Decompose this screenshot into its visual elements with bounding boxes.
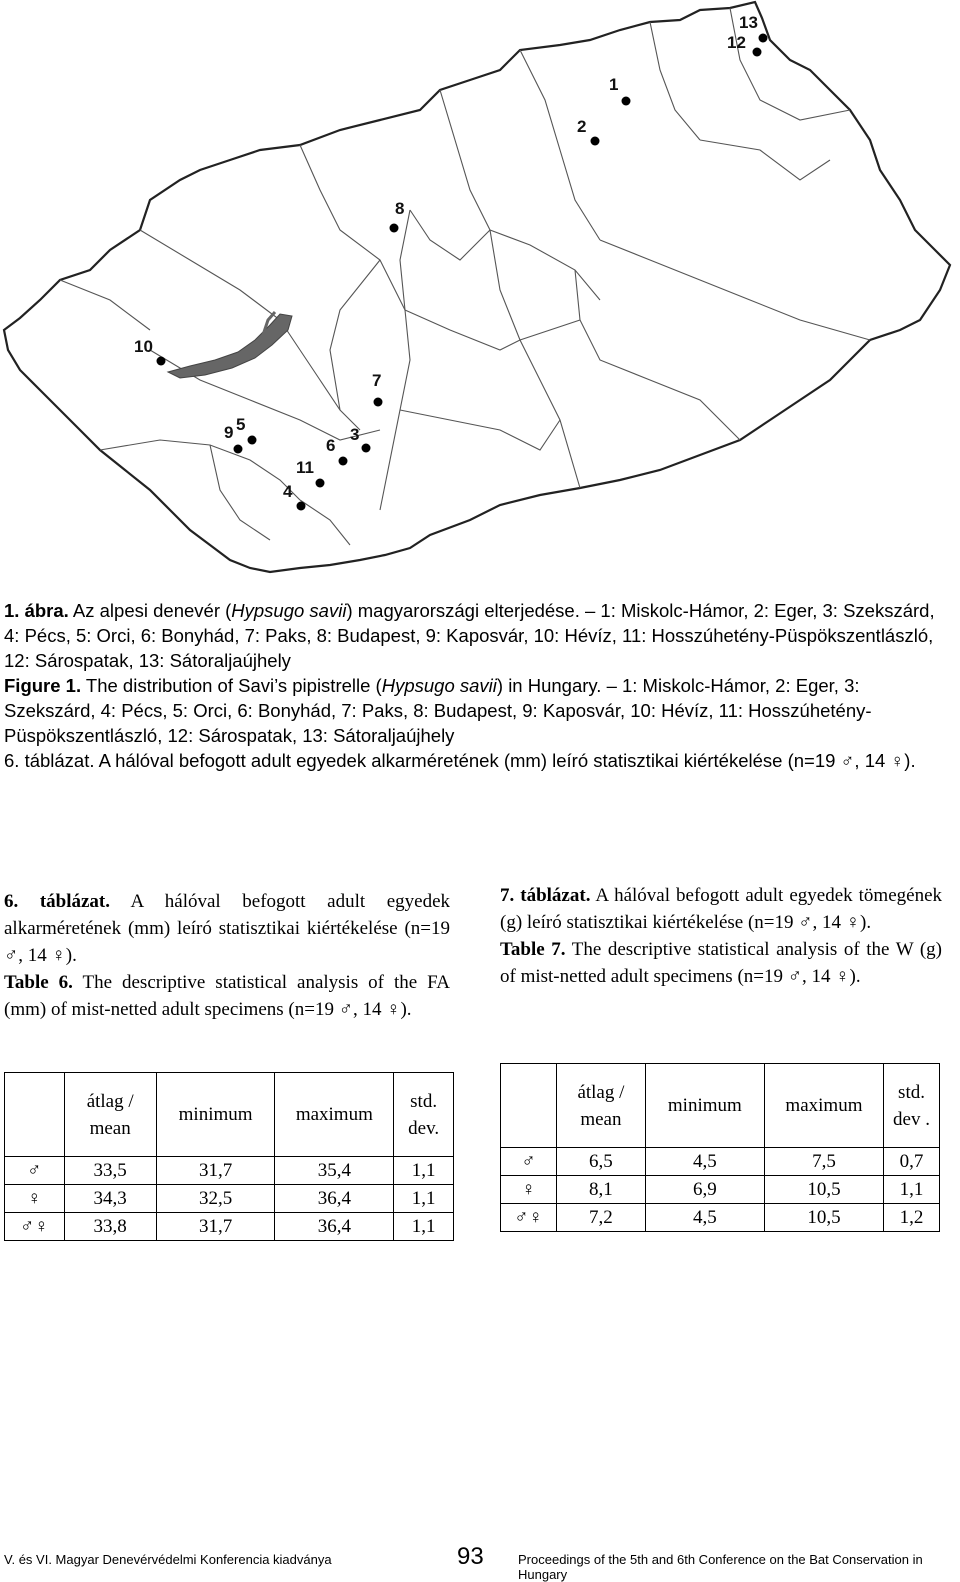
table6-cell: 31,7: [156, 1213, 275, 1241]
figure-caption-hu-species: Hypsugo savii: [231, 600, 347, 621]
table7-cell: 4,5: [645, 1148, 764, 1176]
site-label-13: 13: [739, 13, 758, 32]
site-dot-1: [622, 97, 631, 106]
figure-caption: [4, 598, 954, 773]
table-row: [501, 1148, 940, 1176]
table6-cell: 34,3: [64, 1185, 156, 1213]
table7-cell: 4,5: [645, 1204, 764, 1232]
table7-caption: [500, 882, 942, 990]
figure-caption-en-text: The distribution of Savi’s pipistrelle (: [81, 675, 382, 696]
table7-caption-en-prefix: Table 7.: [500, 939, 566, 960]
site-dot-7: [374, 398, 383, 407]
table7-header-cell: [501, 1064, 557, 1148]
table6-cell: 32,5: [156, 1185, 275, 1213]
site-dot-2: [591, 137, 600, 146]
table6-header-cell: maximum: [275, 1073, 394, 1157]
stray-table-caption-prefix: 6. táblázat.: [4, 750, 95, 771]
table7-cell: 1,2: [884, 1204, 940, 1232]
site-label-3: 3: [350, 425, 360, 444]
table7-cell: 0,7: [884, 1148, 940, 1176]
table7-caption-en: [500, 936, 942, 990]
table6: [4, 1072, 454, 1241]
table7-caption-en-text: The descriptive statistical analysis of the W (g) of mist-netted adult specimens (n=19 ♂, 14 ♀).: [500, 939, 942, 987]
site-dot-3: [362, 444, 371, 453]
table-row: [501, 1204, 940, 1232]
table7-caption-hu-text: A hálóval befogott adult egyedek tömegének (g) leíró statisztikai kiértékelése (n=19 ♂, 14 ♀).: [500, 885, 943, 933]
figure-caption-en-species: Hypsugo savii: [381, 675, 497, 696]
site-label-6: 6: [326, 436, 336, 455]
site-label-7: 7: [372, 371, 382, 390]
table7-header-cell: átlag / mean: [556, 1064, 645, 1148]
table7-cell: ♀: [501, 1176, 557, 1204]
table6-header-row: [5, 1073, 454, 1157]
table7-caption-hu: [500, 882, 942, 936]
footer-left: V. és VI. Magyar Denevérvédelmi Konferencia kiadványa: [4, 1552, 332, 1567]
table7-cell: 10,5: [764, 1176, 883, 1204]
table7-cell: 7,5: [764, 1148, 883, 1176]
table6-header-cell: átlag / mean: [64, 1073, 156, 1157]
figure-caption-hu: [4, 598, 954, 673]
figure-caption-hu-prefix: 1. ábra.: [4, 600, 69, 621]
table-row: [501, 1176, 940, 1204]
table6-cell: 36,4: [275, 1213, 394, 1241]
table6-header-cell: [5, 1073, 65, 1157]
page-number: 93: [457, 1543, 484, 1570]
table6-cell: ♂♀: [5, 1213, 65, 1241]
site-dot-11: [316, 479, 325, 488]
site-label-8: 8: [395, 199, 405, 218]
table7-header-cell: maximum: [764, 1064, 883, 1148]
site-label-12: 12: [727, 33, 746, 52]
table7-cell: 6,5: [556, 1148, 645, 1176]
table6-header-cell: minimum: [156, 1073, 275, 1157]
table6-cell: 33,5: [64, 1157, 156, 1185]
table6-cell: 1,1: [394, 1157, 454, 1185]
site-dot-6: [339, 457, 348, 466]
site-dot-8: [390, 224, 399, 233]
stray-table-caption-text: A hálóval befogott adult egyedek alkarméretének (mm) leíró statisztikai kiértékelése (n=19 ♂, 14 ♀).: [94, 750, 916, 771]
figure-caption-hu-sites: ) magyarországi elterjedése. – 1: Miskolc-Hámor, 2: Eger, 3: Szekszárd, 4: Pécs, 5: Orci, 6: Bonyhád, 7: Paks, 8: Budapest, 9: Kaposvár, 10: Hévíz, 11: Hosszúhetény-Püspökszentlászló, 12: Sárospatak, 13: Sátoraljaújhely: [4, 600, 935, 671]
table7-cell: 8,1: [556, 1176, 645, 1204]
site-dot-4: [297, 502, 306, 511]
table6-cell: 1,1: [394, 1185, 454, 1213]
table7-caption-hu-prefix: 7. táblázat.: [500, 885, 591, 906]
site-label-10: 10: [134, 337, 153, 356]
table7-header-row: [501, 1064, 940, 1148]
table6-caption-en: [4, 969, 450, 1023]
table6-header-cell: std. dev.: [394, 1073, 454, 1157]
table6-caption-en-prefix: Table 6.: [4, 972, 73, 993]
figure-caption-en: [4, 673, 954, 748]
table6-caption-en-text: The descriptive statistical analysis of the FA (mm) of mist-netted adult specimens (n=19 ♂, 14 ♀).: [4, 972, 450, 1020]
site-label-11: 11: [296, 458, 314, 477]
site-dot-5: [248, 436, 257, 445]
table6-cell: 33,8: [64, 1213, 156, 1241]
table-row: [5, 1157, 454, 1185]
table6-caption-hu-text: A hálóval befogott adult egyedek alkarméretének (mm) leíró statisztikai kiértékelése (n=19 ♂, 14 ♀).: [4, 891, 451, 966]
figure-caption-en-sites: ) in Hungary. – 1: Miskolc-Hámor, 2: Eger, 3: Szekszárd, 4: Pécs, 5: Orci, 6: Bonyhád, 7: Paks, 8: Budapest, 9: Kaposvár, 10: Hévíz, 11: Hosszúhetény-Püspökszentlászló, 12: Sárospatak, 13: Sátoraljaújhely: [4, 675, 872, 746]
site-dot-12: [753, 48, 762, 57]
site-dot-9: [234, 445, 243, 454]
figure-caption-hu-text: Az alpesi denevér (: [68, 600, 232, 621]
table-row: [5, 1185, 454, 1213]
table7: [500, 1063, 940, 1232]
table6-cell: 31,7: [156, 1157, 275, 1185]
stray-table-caption: [4, 748, 954, 773]
table7-header-cell: std. dev .: [884, 1064, 940, 1148]
table6-caption: [4, 888, 450, 1023]
table7-cell: 6,9: [645, 1176, 764, 1204]
table7-cell: ♂: [501, 1148, 557, 1176]
table-row: [5, 1213, 454, 1241]
table7-cell: ♂♀: [501, 1204, 557, 1232]
site-label-4: 4: [283, 482, 293, 501]
table6-cell: 1,1: [394, 1213, 454, 1241]
site-label-2: 2: [577, 117, 587, 136]
table7-cell: 1,1: [884, 1176, 940, 1204]
table7-header-cell: minimum: [645, 1064, 764, 1148]
site-label-9: 9: [224, 423, 234, 442]
site-dot-13: [759, 34, 768, 43]
site-label-1: 1: [609, 75, 619, 94]
country-outline: [4, 2, 950, 572]
table6-cell: 35,4: [275, 1157, 394, 1185]
table6-cell: ♀: [5, 1185, 65, 1213]
table7-cell: 10,5: [764, 1204, 883, 1232]
table7-cell: 7,2: [556, 1204, 645, 1232]
figure-caption-en-prefix: Figure 1.: [4, 675, 82, 696]
table6-cell: 36,4: [275, 1185, 394, 1213]
table6-caption-hu: [4, 888, 450, 969]
footer-right: Proceedings of the 5th and 6th Conference on the Bat Conservation in Hungary: [518, 1552, 923, 1582]
hungary-distribution-map: [0, 0, 960, 590]
table6-caption-hu-prefix: 6. táblázat.: [4, 891, 111, 912]
table6-cell: ♂: [5, 1157, 65, 1185]
site-label-5: 5: [236, 415, 246, 434]
site-dot-10: [157, 357, 166, 366]
